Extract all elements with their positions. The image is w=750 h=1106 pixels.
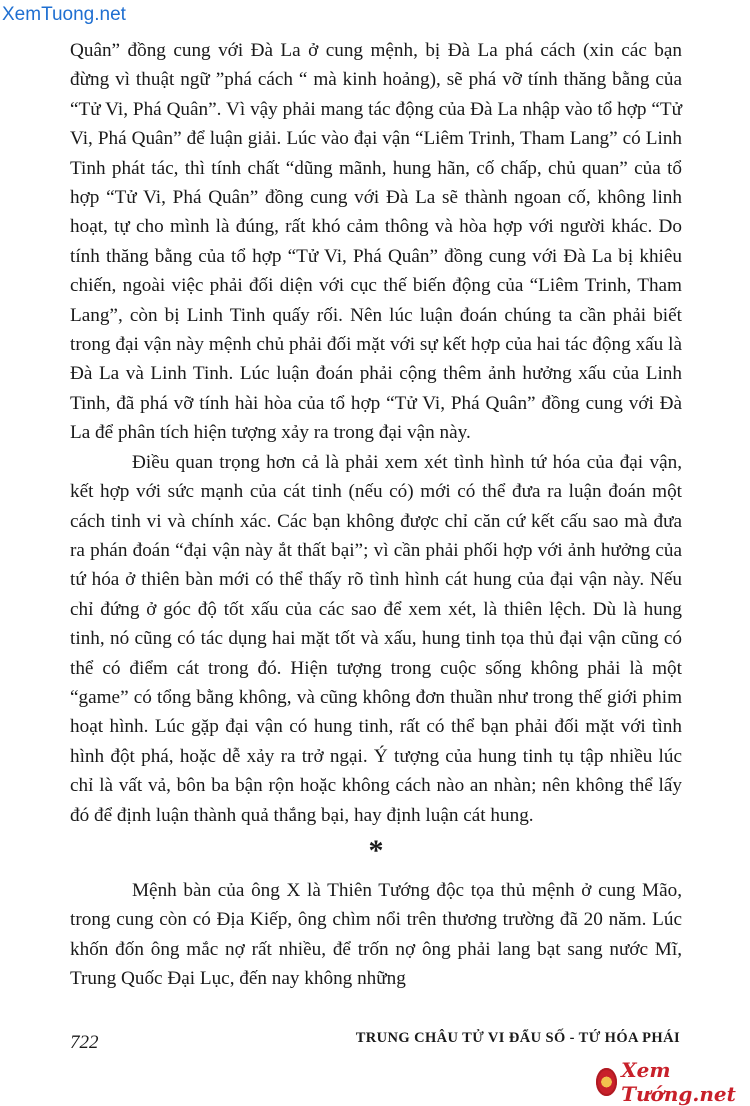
site-watermark: XemTuong.net (2, 4, 126, 25)
page-number: 722 (70, 1032, 99, 1053)
paragraph-2: Điều quan trọng hơn cả là phải xem xét tình hình tứ hóa của đại vận, kết hợp với sức mạnh của cát tinh (nếu có) mới có thể đưa ra luận đoán một cách tinh vi và chính xác. Các bạn không được chỉ căn cứ kết cấu sao mà đưa ra phán đoán “đại vận này ắt thất bại”; vì cần phải phối hợp với ảnh hưởng của tứ hóa ở thiên bàn mới có thể thấy rõ tình hình cát hung của đại vận này. Nếu chỉ đứng ở góc độ tốt xấu của các sao để xem xét, là thiên lệch. Dù là hung tinh, nó cũng có tác dụng hai mặt tốt và xấu, hung tinh tọa thủ đại vận cũng có thể có điểm cát trong đó. Hiện tượng trong cuộc sống không phải là một “game” có tổng bằng không, và cũng không đơn thuần như trong thế giới phim hoạt hình. Lúc gặp đại vận có hung tinh, rất có thể bạn phải đối mặt với tình hình đột phá, hoặc dễ xảy ra trở ngại. Ý tượng của hung tinh tụ tập nhiều lúc chỉ là vất vả, bôn ba bận rộn hoặc không cách nào an nhàn; nên không thể lấy đó để định luận thành quả thắng bại, hay định luận cát hung. (70, 451, 682, 826)
paragraph-1: Quân” đồng cung với Đà La ở cung mệnh, bị Đà La phá cách (xin các bạn đừng vì thuật ngữ ”phá cách “ mà kinh hoảng), sẽ phá vỡ tính thăng bằng của “Tử Vi, Phá Quân”. Vì vậy phải mang tác động của Đà La nhập vào tổ hợp “Tử Vi, Phá Quân” để luận giải. Lúc vào đại vận “Liêm Trinh, Tham Lang” có Linh Tinh phát tác, thì tính chất “dũng mãnh, hung hãn, cố chấp, chủ quan” của tổ hợp “Tử Vi, Phá Quân” đồng cung với Đà La sẽ thành ngoan cố, không linh hoạt, tự cho mình là đúng, rất khó cảm thông và hòa hợp với người khác. Do tính thăng bằng của tổ hợp “Tử Vi, Phá Quân” đồng cung với Đà La bị khiêu chiến, ngoài việc phải đối diện với cục thế biến động của “Liêm Trinh, Tham Lang”, còn bị Linh Tinh quấy rối. Nên lúc luận đoán chúng ta cần phải biết trong đại vận này mệnh chủ phải đối mặt với sự kết hợp của hai tác động xấu là Đà La và Linh Tinh. Lúc luận đoán phải cộng thêm ảnh hưởng xấu của Linh Tinh, đã phá vỡ tính hài hòa của tổ hợp “Tử Vi, Phá Quân” đồng cung với Đà La để phân tích hiện tượng xảy ra trong đại vận này. (70, 40, 682, 444)
running-title: TRUNG CHÂU TỬ VI ĐẨU SỐ - TỨ HÓA PHÁI (355, 1030, 680, 1046)
paragraph-3: Mệnh bàn của ông X là Thiên Tướng độc tọa thủ mệnh ở cung Mão, trong cung còn có Địa Kiếp, ông chìm nổi trên thương trường đã 20 năm. Lúc khốn đốn ông mắc nợ rất nhiều, để trốn nợ ông phải lang bạt sang nước Mĩ, Trung Quốc Đại Lục, đến nay không những (70, 879, 682, 990)
section-separator: * (368, 833, 384, 867)
page-body (70, 36, 682, 994)
yin-yang-icon (596, 1068, 617, 1096)
logo-text: Xem Tướng.net (621, 1058, 736, 1106)
brand-logo (596, 1058, 750, 1106)
